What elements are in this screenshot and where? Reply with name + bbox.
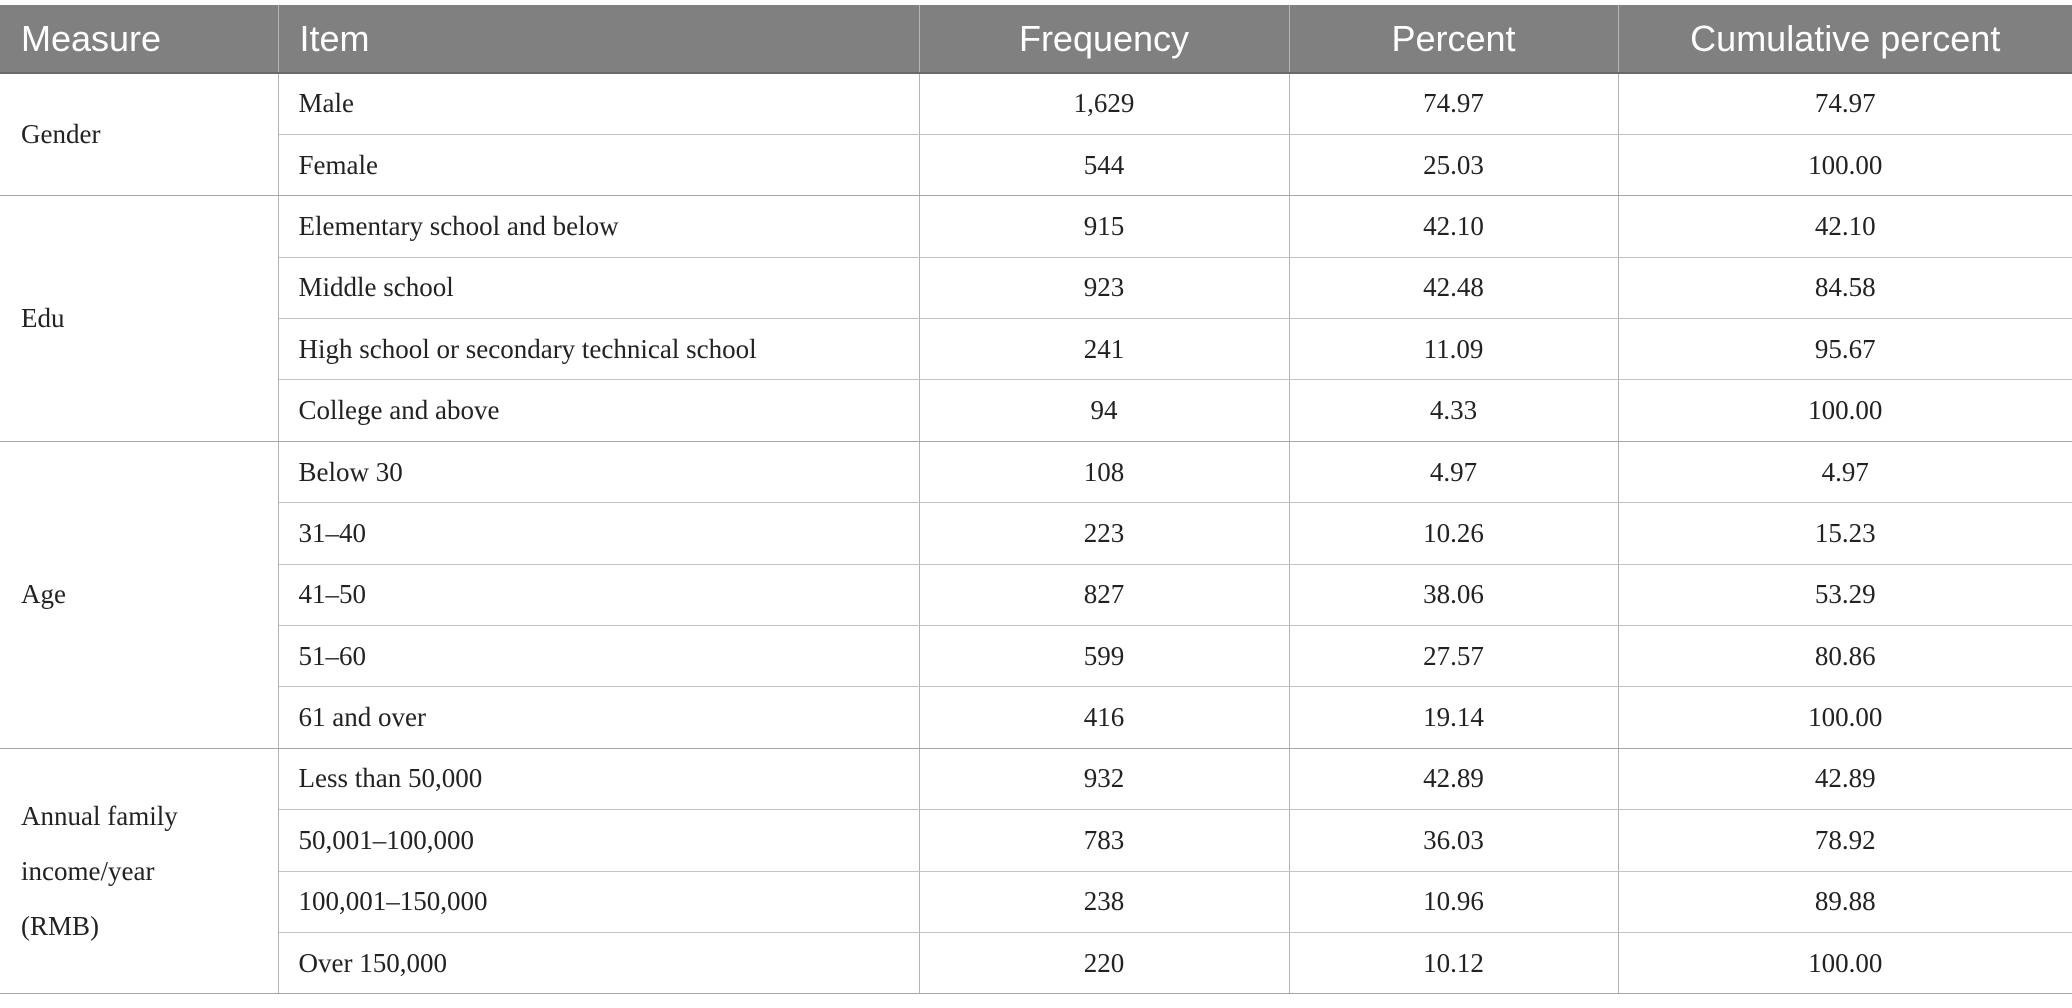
table-row xyxy=(0,810,2072,871)
item-cell: Elementary school and below xyxy=(278,196,919,257)
table-row xyxy=(0,564,2072,625)
cumulative-percent-cell: 15.23 xyxy=(1618,503,2072,564)
table-row xyxy=(0,748,2072,809)
frequency-cell: 915 xyxy=(919,196,1289,257)
percent-cell: 42.10 xyxy=(1289,196,1618,257)
frequency-cell: 544 xyxy=(919,134,1289,195)
frequency-cell: 108 xyxy=(919,441,1289,502)
frequency-cell: 783 xyxy=(919,810,1289,871)
demographics-table xyxy=(0,5,2072,994)
percent-cell: 11.09 xyxy=(1289,319,1618,380)
frequency-cell: 827 xyxy=(919,564,1289,625)
item-cell: Male xyxy=(278,73,919,134)
percent-cell: 10.12 xyxy=(1289,932,1618,993)
item-cell: Over 150,000 xyxy=(278,932,919,993)
frequency-cell: 599 xyxy=(919,626,1289,687)
cumulative-percent-cell: 78.92 xyxy=(1618,810,2072,871)
percent-cell: 19.14 xyxy=(1289,687,1618,748)
header-cumulative-percent: Cumulative percent xyxy=(1618,5,2072,73)
percent-cell: 4.97 xyxy=(1289,441,1618,502)
measure-label: Gender xyxy=(21,119,101,150)
table-row xyxy=(0,73,2072,134)
measure-cell xyxy=(0,73,278,196)
item-cell: 50,001–100,000 xyxy=(278,810,919,871)
header-percent: Percent xyxy=(1289,5,1618,73)
cumulative-percent-cell: 42.10 xyxy=(1618,196,2072,257)
cumulative-percent-cell: 74.97 xyxy=(1618,73,2072,134)
percent-cell: 42.48 xyxy=(1289,257,1618,318)
percent-cell: 74.97 xyxy=(1289,73,1618,134)
percent-cell: 25.03 xyxy=(1289,134,1618,195)
cumulative-percent-cell: 100.00 xyxy=(1618,687,2072,748)
measure-label: Age xyxy=(21,579,66,610)
frequency-cell: 923 xyxy=(919,257,1289,318)
percent-cell: 27.57 xyxy=(1289,626,1618,687)
item-cell: Female xyxy=(278,134,919,195)
cumulative-percent-cell: 42.89 xyxy=(1618,748,2072,809)
measure-label: Annual family income/year (RMB) xyxy=(21,800,178,941)
frequency-cell: 932 xyxy=(919,748,1289,809)
measure-cell xyxy=(0,748,278,994)
table-body xyxy=(0,73,2072,994)
table-row xyxy=(0,687,2072,748)
table-row xyxy=(0,441,2072,502)
header-measure: Measure xyxy=(0,5,278,73)
percent-cell: 42.89 xyxy=(1289,748,1618,809)
cumulative-percent-cell: 100.00 xyxy=(1618,932,2072,993)
table-row xyxy=(0,503,2072,564)
percent-cell: 10.96 xyxy=(1289,871,1618,932)
frequency-cell: 220 xyxy=(919,932,1289,993)
percent-cell: 10.26 xyxy=(1289,503,1618,564)
table-row xyxy=(0,319,2072,380)
table-row xyxy=(0,626,2072,687)
item-cell: 31–40 xyxy=(278,503,919,564)
item-cell: 100,001–150,000 xyxy=(278,871,919,932)
frequency-cell: 241 xyxy=(919,319,1289,380)
cumulative-percent-cell: 84.58 xyxy=(1618,257,2072,318)
percent-cell: 4.33 xyxy=(1289,380,1618,441)
header-item: Item xyxy=(278,5,919,73)
table-header xyxy=(0,5,2072,73)
item-cell: Below 30 xyxy=(278,441,919,502)
cumulative-percent-cell: 100.00 xyxy=(1618,380,2072,441)
percent-cell: 36.03 xyxy=(1289,810,1618,871)
table-row xyxy=(0,257,2072,318)
measure-label: Edu xyxy=(21,303,65,334)
table-row xyxy=(0,932,2072,993)
frequency-cell: 238 xyxy=(919,871,1289,932)
cumulative-percent-cell: 95.67 xyxy=(1618,319,2072,380)
frequency-cell: 416 xyxy=(919,687,1289,748)
measure-cell xyxy=(0,196,278,442)
frequency-cell: 94 xyxy=(919,380,1289,441)
header-frequency: Frequency xyxy=(919,5,1289,73)
item-cell: High school or secondary technical school xyxy=(278,319,919,380)
item-cell: Less than 50,000 xyxy=(278,748,919,809)
item-cell: Middle school xyxy=(278,257,919,318)
cumulative-percent-cell: 80.86 xyxy=(1618,626,2072,687)
item-cell: 51–60 xyxy=(278,626,919,687)
table-row xyxy=(0,380,2072,441)
header-row xyxy=(0,5,2072,73)
table-row xyxy=(0,134,2072,195)
frequency-cell: 223 xyxy=(919,503,1289,564)
cumulative-percent-cell: 4.97 xyxy=(1618,441,2072,502)
item-cell: 41–50 xyxy=(278,564,919,625)
percent-cell: 38.06 xyxy=(1289,564,1618,625)
item-cell: College and above xyxy=(278,380,919,441)
table-row xyxy=(0,871,2072,932)
cumulative-percent-cell: 89.88 xyxy=(1618,871,2072,932)
item-cell: 61 and over xyxy=(278,687,919,748)
measure-cell xyxy=(0,441,278,748)
table-row xyxy=(0,196,2072,257)
cumulative-percent-cell: 53.29 xyxy=(1618,564,2072,625)
cumulative-percent-cell: 100.00 xyxy=(1618,134,2072,195)
frequency-cell: 1,629 xyxy=(919,73,1289,134)
